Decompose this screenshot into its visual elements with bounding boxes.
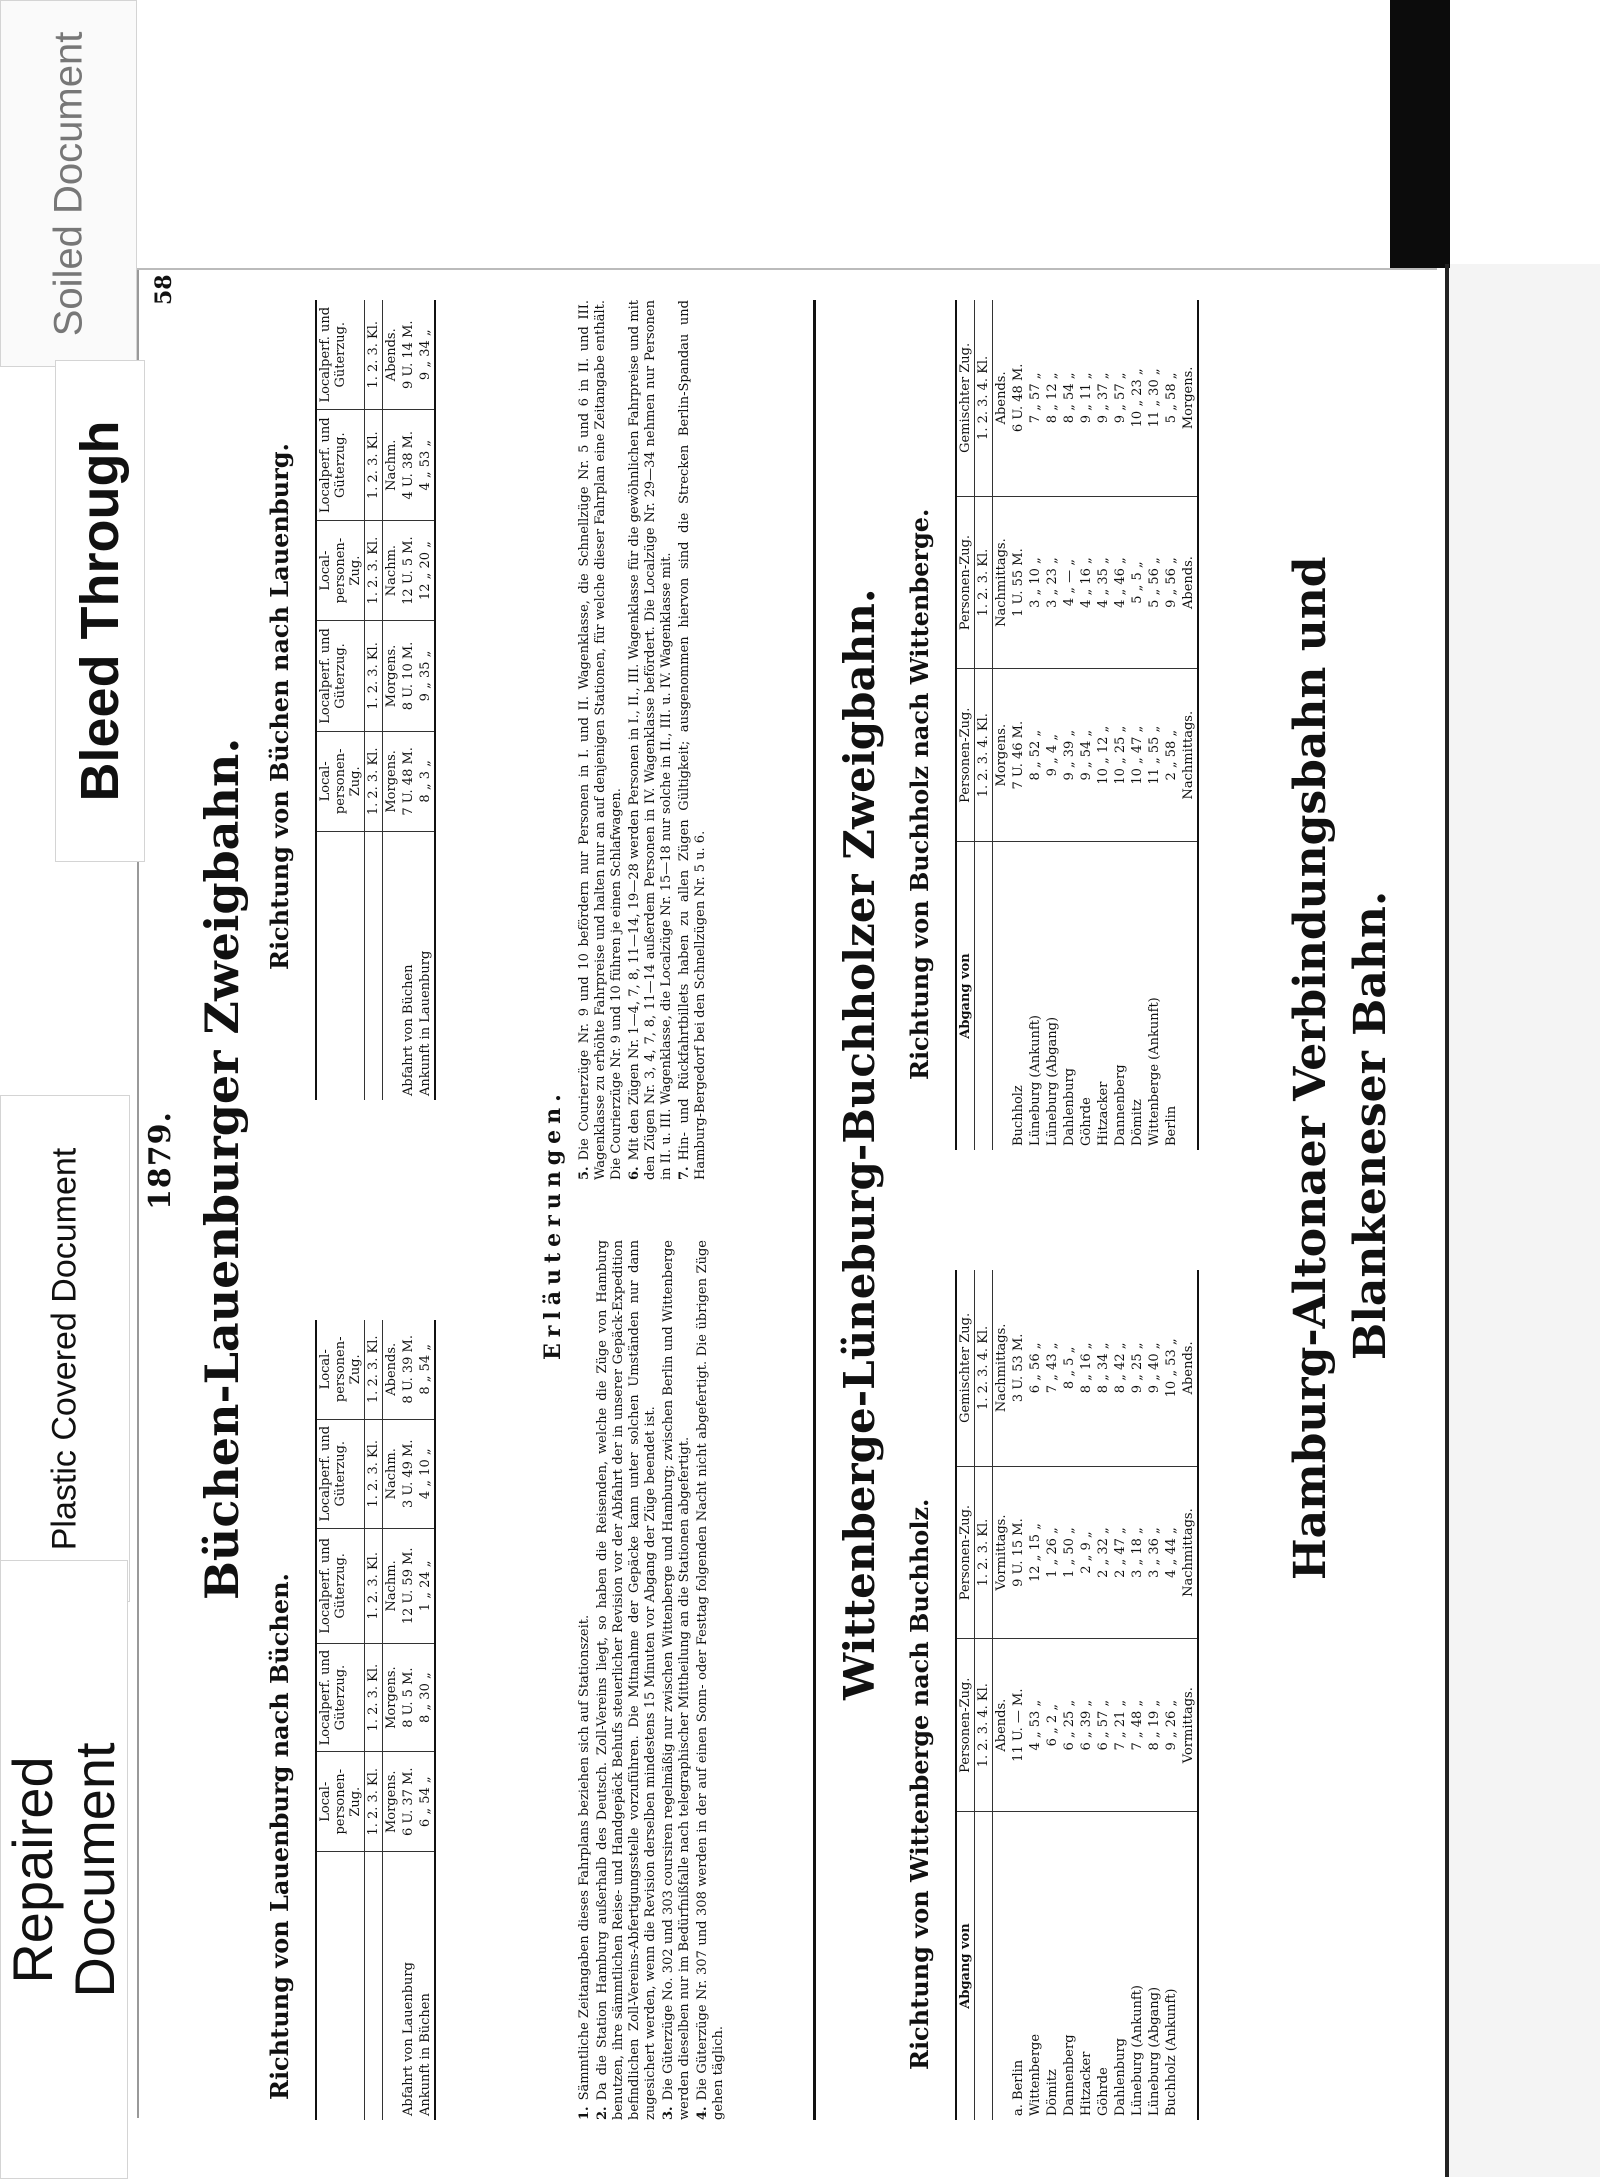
time-label: Abends. bbox=[993, 1639, 1011, 1812]
col-header: Local-personen-Zug. bbox=[316, 1752, 365, 1852]
table-row: Göhrde 9 „ 54 „ 4 „ 16 „ 9 „ 11 „ bbox=[1078, 300, 1095, 1150]
time-label: Abends. bbox=[993, 300, 1011, 496]
time-cell: 8 U. 10 M. bbox=[400, 621, 417, 731]
time-cell: 3 U. 49 M. bbox=[400, 1419, 417, 1528]
page-number: 58 bbox=[151, 274, 177, 305]
time-label: Vormittags. bbox=[993, 1466, 1011, 1639]
time-cell: 12 U. 59 M. bbox=[400, 1528, 417, 1643]
time-cell: 8 U. 5 M. bbox=[400, 1643, 417, 1752]
time-label: Morgens. bbox=[383, 1752, 401, 1852]
class-label: 1. 2. 3. Kl. bbox=[365, 1320, 383, 1419]
table-row bbox=[417, 300, 435, 1100]
buechen-dir2-table bbox=[315, 300, 436, 1100]
station-name: Lüneburg (Ankunft) bbox=[1130, 1985, 1145, 2116]
table-row: Lüneburg (Ankunft) 7 „ 48 „ 3 „ 18 „ 9 „ 25 „ bbox=[1129, 1270, 1146, 2120]
time-label: Morgens. bbox=[383, 731, 401, 831]
col-header: Personen-Zug. bbox=[956, 1639, 975, 1812]
time-cell: 6 „ 54 „ bbox=[417, 1752, 435, 1852]
class-label: 1. 2. 3. Kl. bbox=[365, 1528, 383, 1643]
class-label: 1. 2. 3. 4. Kl. bbox=[975, 1270, 993, 1466]
station-name: Wittenberge (Ankunft) bbox=[1147, 997, 1162, 1146]
station-col-header bbox=[316, 1852, 365, 2121]
note-item: 2.Da die Station Hamburg außerhalb des Deutsch. Zoll-Vereins liegt, so haben die Reisenden, welche die Züge von Hamburg benutzen, ihre sämmtlichen Reise- und Handgepäck Behufs steuerlicher Revision vor der Abfahrt der in unserer Gepäck-Expedition befindlichen Zoll-Vereins-Abfertigungsstelle vorzuführen. Die Mitnahme der Gepäcke kann unter solchen Umständen nur dann zugesichert werden, wenn die Revision derselben mindestens 15 Minuten vor Abgang der Züge beendet ist. bbox=[595, 1240, 658, 2120]
rotated-page bbox=[143, 274, 1435, 2140]
wittenberge-dir1-heading: Richtung von Wittenberge nach Buchholz. bbox=[905, 1498, 934, 2070]
time-cell: 12 U. 5 M. bbox=[400, 520, 417, 620]
station-name: a. Berlin bbox=[1011, 2059, 1026, 2116]
repaired-document-sticker bbox=[0, 1560, 128, 2179]
soiled-document-sticker bbox=[0, 0, 137, 367]
class-label: 1. 2. 3. Kl. bbox=[975, 1466, 993, 1639]
time-label: Abends. bbox=[383, 300, 401, 410]
table-row: Wittenberge (Ankunft) 11 „ 55 „ 5 „ 56 „ 11 „ 30 „ bbox=[1146, 300, 1163, 1150]
wittenberge-title: Wittenberge-Lüneburg-Buchholzer Zweigbahn. bbox=[835, 588, 884, 1700]
class-label: 1. 2. 3. Kl. bbox=[365, 410, 383, 520]
time-label: Nachm. bbox=[383, 1528, 401, 1643]
wittenberge-dir2-table bbox=[955, 300, 1199, 1150]
time-cell: 4 U. 38 M. bbox=[400, 410, 417, 520]
time-cell: 8 „ 3 „ bbox=[417, 731, 435, 831]
station-name: Göhrde bbox=[1079, 1097, 1094, 1146]
time-label: Abends. bbox=[1180, 1270, 1198, 1466]
time-cell: 8 U. 39 M. bbox=[400, 1320, 417, 1419]
time-cell: 8 „ 30 „ bbox=[417, 1643, 435, 1752]
time-cell: 9 U. 14 M. bbox=[400, 300, 417, 410]
table-row: Hitzacker 10 „ 12 „ 4 „ 35 „ 9 „ 37 „ bbox=[1095, 300, 1112, 1150]
station-name: Dahlenburg bbox=[1062, 1068, 1077, 1146]
class-label: 1. 2. 3. 4. Kl. bbox=[975, 669, 993, 842]
station-name: Dannenberg bbox=[1113, 1064, 1128, 1146]
buechen-title: Büchen-Lauenburger Zweigbahn. bbox=[195, 737, 249, 1600]
time-cell: 12 „ 20 „ bbox=[417, 520, 435, 620]
note-item: 4.Die Güterzüge Nr. 307 und 308 werden in der auf einen Sonn- oder Festtag folgenden Nacht nicht abgefertigt. Die übrigen Züge gehen täglich. bbox=[695, 1240, 726, 2120]
time-label: Abends. bbox=[383, 1320, 401, 1419]
time-label: Morgens. bbox=[383, 621, 401, 731]
col-header: Local-personen-Zug. bbox=[316, 520, 365, 620]
station-name: Hitzacker bbox=[1096, 1081, 1111, 1146]
table-row: Lüneburg (Abgang) 9 „ 4 „ 3 „ 23 „ 8 „ 12 „ bbox=[1044, 300, 1061, 1150]
table-row bbox=[417, 1320, 435, 2120]
col-header: Localperf. und Güterzug. bbox=[316, 1419, 365, 1528]
station-name: Dömitz bbox=[1130, 1099, 1145, 1146]
time-label: Nachm. bbox=[383, 1419, 401, 1528]
station-name: Ankunft in Büchen bbox=[418, 1993, 433, 2116]
table-row: Wittenberge 4 „ 53 „ 12 „ 15 „ 6 „ 56 „ bbox=[1027, 1270, 1044, 2120]
station-name: Dannenberg bbox=[1062, 2034, 1077, 2116]
station-col-header: Abgang von bbox=[956, 1812, 975, 2121]
station-col-header bbox=[316, 832, 365, 1101]
station-col-header: Abgang von bbox=[956, 842, 975, 1151]
bleed-label: Bleed Through bbox=[70, 420, 130, 802]
time-cell: 4 „ 10 „ bbox=[417, 1419, 435, 1528]
time-cell: 9 „ 35 „ bbox=[417, 621, 435, 731]
time-label: Nachm. bbox=[383, 410, 401, 520]
station-name: Göhrde bbox=[1096, 2067, 1111, 2116]
class-label: 1. 2. 3. 4. Kl. bbox=[975, 1639, 993, 1812]
station-name: Abfahrt von Büchen bbox=[401, 964, 416, 1096]
col-header: Local-personen-Zug. bbox=[316, 731, 365, 831]
station-name: Wittenberge bbox=[1028, 2033, 1043, 2116]
col-header: Local-personen-Zug. bbox=[316, 1320, 365, 1419]
class-label: 1. 2. 3. Kl. bbox=[365, 621, 383, 731]
class-label: 1. 2. 3. Kl. bbox=[365, 520, 383, 620]
class-label: 1. 2. 3. Kl. bbox=[975, 496, 993, 669]
table-row: Buchholz (Ankunft) 9 „ 26 „ 4 „ 44 „ 10 „ 53 „ bbox=[1163, 1270, 1180, 2120]
col-header: Personen-Zug. bbox=[956, 496, 975, 669]
col-header: Localperf. und Güterzug. bbox=[316, 300, 365, 410]
station-name: Dömitz bbox=[1045, 2069, 1060, 2116]
table-row: Dannenberg 10 „ 25 „ 4 „ 46 „ 9 „ 57 „ bbox=[1112, 300, 1129, 1150]
page-edge-top bbox=[137, 268, 1437, 270]
station-name: Berlin bbox=[1164, 1105, 1179, 1146]
col-header: Localperf. und Güterzug. bbox=[316, 1643, 365, 1752]
page-year: 1879. bbox=[143, 1111, 178, 1210]
table-row: Buchholz 7 U. 46 M. 1 U. 55 M. 6 U. 48 M. bbox=[1010, 300, 1027, 1150]
repaired-label: Repaired Document bbox=[1, 1741, 126, 1998]
col-header: Gemischter Zug. bbox=[956, 1270, 975, 1466]
bleed-through-sticker bbox=[55, 360, 145, 862]
time-label: Vormittags. bbox=[1180, 1639, 1198, 1812]
section-divider bbox=[813, 300, 816, 2120]
notes-heading: Erläuterungen. bbox=[540, 1088, 566, 1360]
time-label: Morgens. bbox=[383, 1643, 401, 1752]
class-label: 1. 2. 3. 4. Kl. bbox=[975, 300, 993, 496]
table-row: Göhrde 6 „ 57 „ 2 „ 32 „ 8 „ 34 „ bbox=[1095, 1270, 1112, 2120]
station-name: Buchholz bbox=[1011, 1085, 1026, 1146]
time-label: Nachm. bbox=[383, 520, 401, 620]
note-item: 3.Die Güterzüge No. 302 und 303 coursiren regelmäßig nur zwischen Wittenberge und Hamburg; zwischen Berlin und Wittenberge werden dieselben nur im Bedürfnißfalle nach telegraphischer Mittheilung an die Stationen abgefertigt. bbox=[661, 1240, 692, 2120]
hamburg-title-line2: Blankeneser Bahn. bbox=[1345, 890, 1396, 1360]
notes-right-column bbox=[577, 300, 711, 1180]
station-name: Buchholz (Ankunft) bbox=[1164, 1988, 1179, 2116]
table-row: Dahlenburg 7 „ 21 „ 2 „ 47 „ 8 „ 42 „ bbox=[1112, 1270, 1129, 2120]
time-cell: 9 „ 34 „ bbox=[417, 300, 435, 410]
table-row: Dahlenburg 9 „ 39 „ 4 „ — „ 8 „ 54 „ bbox=[1061, 300, 1078, 1150]
station-name: Dahlenburg bbox=[1113, 2038, 1128, 2116]
table-row bbox=[400, 300, 417, 1100]
table-row: Lüneburg (Abgang) 8 „ 19 „ 3 „ 36 „ 9 „ 40 „ bbox=[1146, 1270, 1163, 2120]
time-cell: 8 „ 54 „ bbox=[417, 1320, 435, 1419]
table-row: Dannenberg 6 „ 25 „ 1 „ 50 „ 8 „ 5 „ bbox=[1061, 1270, 1078, 2120]
class-label: 1. 2. 3. Kl. bbox=[365, 1643, 383, 1752]
table-row: Lüneburg (Ankunft) 8 „ 52 „ 3 „ 10 „ 7 „ 57 „ bbox=[1027, 300, 1044, 1150]
time-label: Abends. bbox=[1180, 496, 1198, 669]
soiled-label: Soiled Document bbox=[46, 31, 90, 336]
time-cell: 1 „ 24 „ bbox=[417, 1528, 435, 1643]
table-row bbox=[400, 1320, 417, 2120]
scan-dark-bar bbox=[1390, 0, 1450, 268]
table-row: Dömitz 10 „ 47 „ 5 „ 5 „ 10 „ 23 „ bbox=[1129, 300, 1146, 1150]
station-name: Abfahrt von Lauenburg bbox=[401, 1962, 416, 2116]
wittenberge-dir2-heading: Richtung von Buchholz nach Wittenberge. bbox=[905, 508, 934, 1080]
page-fold-line bbox=[1445, 264, 1449, 2177]
station-name: Lüneburg (Abgang) bbox=[1045, 1016, 1060, 1146]
buechen-dir2-heading: Richtung von Büchen nach Lauenburg. bbox=[265, 443, 294, 970]
col-header: Localperf. und Güterzug. bbox=[316, 621, 365, 731]
time-label: Morgens. bbox=[1180, 300, 1198, 496]
facing-page-edge bbox=[1449, 264, 1600, 2177]
time-cell: 7 U. 48 M. bbox=[400, 731, 417, 831]
station-name: Ankunft in Lauenburg bbox=[418, 950, 433, 1096]
col-header: Localperf. und Güterzug. bbox=[316, 1528, 365, 1643]
class-label: 1. 2. 3. Kl. bbox=[365, 300, 383, 410]
time-cell: 4 „ 53 „ bbox=[417, 410, 435, 520]
time-cell: 6 U. 37 M. bbox=[400, 1752, 417, 1852]
time-label: Nachmittags. bbox=[993, 496, 1011, 669]
table-row: Hitzacker 6 „ 39 „ 2 „ 9 „ 8 „ 16 „ bbox=[1078, 1270, 1095, 2120]
wittenberge-dir1-table bbox=[955, 1270, 1199, 2120]
col-header: Localperf. und Güterzug. bbox=[316, 410, 365, 520]
table-row: Dömitz 6 „ 2 „ 1 „ 26 „ 7 „ 43 „ bbox=[1044, 1270, 1061, 2120]
class-label: 1. 2. 3. Kl. bbox=[365, 1752, 383, 1852]
note-item: 6.Mit den Zügen Nr. 1—4, 7, 8, 11—14, 19—28 werden Personen in I., II., III. Wagenklasse für die gewöhnlichen Fahrpreise und mit den Zügen Nr. 3, 4, 7, 8, 11—14 außerdem Personen in IV. Wagenklasse befördert. Die Localzüge Nr. 29—34 nehmen nur Personen in II. u. III. Wagenklasse, die Localzüge Nr. 15—18 nur solche in II., III. u. IV. Wagenklasse mit. bbox=[627, 300, 674, 1180]
note-item: 5.Die Courierzüge Nr. 9 und 10 befördern nur Personen in I. und II. Wagenklasse, die Schnellzüge Nr. 5 und 6 in II. und III. Wagenklasse zu erhöhte Fahrpreise und halten nur an auf denjenigen Stationen, für welche dieser Fahrplan eine Zeitangabe enthält. Die Courierzüge Nr. 9 und 10 führen je einen Schlafwagen. bbox=[577, 300, 624, 1180]
notes-left-column bbox=[577, 1240, 729, 2120]
note-item: 1.Sämmtliche Zeitangaben dieses Fahrplans beziehen sich auf Stationszeit. bbox=[577, 1614, 592, 2120]
col-header: Gemischter Zug. bbox=[956, 300, 975, 496]
plastic-covered-sticker bbox=[0, 1095, 130, 1602]
class-label: 1. 2. 3. Kl. bbox=[365, 1419, 383, 1528]
station-name: Lüneburg (Abgang) bbox=[1147, 1986, 1162, 2116]
class-label: 1. 2. 3. Kl. bbox=[365, 731, 383, 831]
table-row: a. Berlin 11 U. — M. 9 U. 15 M. 3 U. 53 M. bbox=[1010, 1270, 1027, 2120]
time-label: Morgens. bbox=[993, 669, 1011, 842]
table-row: Berlin 2 „ 58 „ 9 „ 56 „ 5 „ 58 „ bbox=[1163, 300, 1180, 1150]
station-name: Lüneburg (Ankunft) bbox=[1028, 1015, 1043, 1146]
note-item: 7.Hin- und Rückfahrtbillets haben zu allen Zügen Gültigkeit; ausgenommen hiervon sind die Strecken Berlin-Spandau und Hamburg-Bergedorf bei den Schnellzügen Nr. 5 u. 6. bbox=[677, 300, 708, 1180]
hamburg-title-line1: Hamburg-Altonaer Verbindungsbahn und bbox=[1285, 556, 1336, 1580]
plastic-label: Plastic Covered Document bbox=[45, 1147, 84, 1550]
time-label: Nachmittags. bbox=[1180, 669, 1198, 842]
time-label: Nachmittags. bbox=[993, 1270, 1011, 1466]
buechen-dir1-heading: Richtung von Lauenburg nach Büchen. bbox=[265, 1573, 294, 2100]
col-header: Personen-Zug. bbox=[956, 1466, 975, 1639]
buechen-dir1-table bbox=[315, 1320, 436, 2120]
col-header: Personen-Zug. bbox=[956, 669, 975, 842]
station-name: Hitzacker bbox=[1079, 2051, 1094, 2116]
time-label: Nachmittags. bbox=[1180, 1466, 1198, 1639]
